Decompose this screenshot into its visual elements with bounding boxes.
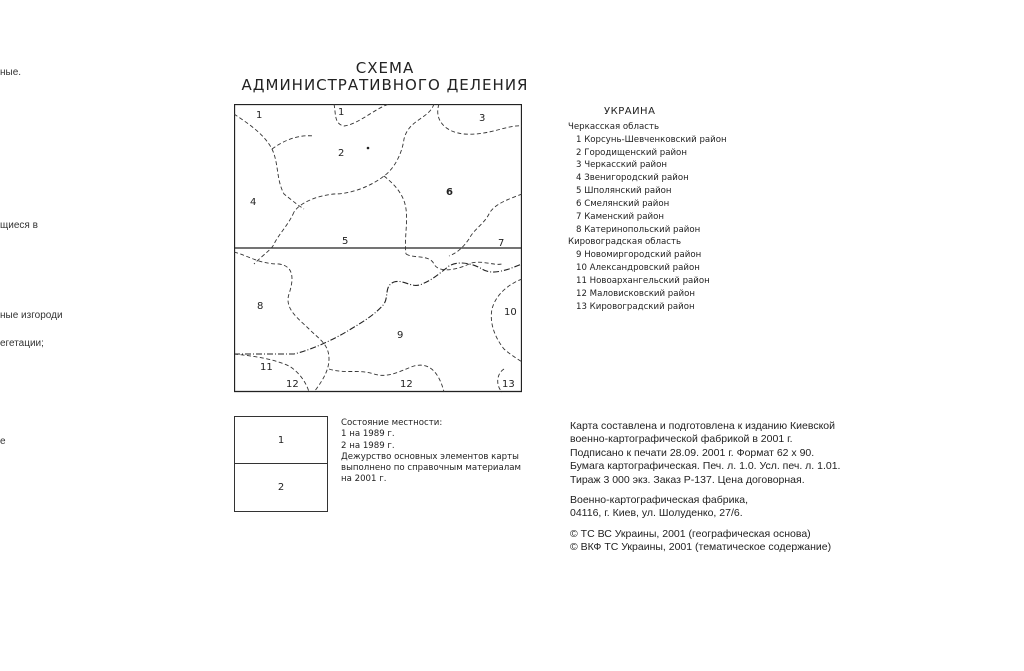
map-label-district-11: 11 (260, 362, 273, 373)
administrative-map (234, 104, 522, 394)
legend-oblast-cherkasy: Черкасская область (568, 121, 660, 132)
legend-item: 8 Катеринопольский район (576, 224, 701, 235)
legend-item: 9 Новомиргородский район (576, 250, 702, 261)
legend-item: 6 Смелянский район (576, 198, 670, 209)
boundary-2-6 (294, 104, 434, 212)
boundary-1-4 (234, 114, 304, 209)
map-label-district-10: 10 (504, 307, 517, 318)
legend-item: 12 Маловисковский район (576, 288, 695, 299)
terrain-state-line: 1 на 1989 г. (341, 429, 395, 440)
terrain-state-note-line: выполнено по справочным материалам (341, 463, 522, 474)
imprint-line: Подписано к печати 28.09. 2001 г. Формат 62 х 90. (570, 446, 815, 459)
boundary-1-2 (272, 136, 314, 149)
margin-fragment-1: ные. (0, 67, 22, 78)
map-label-district-9: 9 (397, 330, 404, 341)
scheme-title (200, 60, 570, 94)
legend-item: 2 Городищенский район (576, 147, 687, 158)
publisher-address-line: 04116, г. Киев, ул. Шолуденко, 27/6. (570, 507, 743, 520)
map-label-district-13: 13 (502, 379, 515, 390)
legend-item: 10 Александровский район (576, 263, 700, 274)
terrain-state-box-2: 2 (234, 463, 328, 512)
legend-item: 7 Каменский район (576, 211, 664, 222)
imprint-line: Карта составлена и подготовлена к изданию Киевской (570, 420, 835, 432)
terrain-state-line: 2 на 1989 г. (341, 440, 395, 451)
margin-fragment-2: щиеся в (0, 220, 38, 231)
boundary-9-north (406, 254, 502, 270)
settlement-dot (367, 147, 370, 150)
terrain-state-title: Состояние местности: (341, 418, 443, 428)
copyright-line: © ВКФ ТС Украины, 2001 (тематическое содержание) (570, 541, 832, 554)
map-label-district-8: 8 (257, 301, 264, 312)
imprint-block (570, 420, 840, 555)
map-label-district-7: 7 (498, 238, 505, 249)
boundary-6-7 (449, 194, 522, 256)
legend-oblast-kirovohrad: Кировоградская область (568, 237, 682, 248)
publisher-address-line: Военно-картографическая фабрика, (570, 494, 749, 507)
imprint-line: Тираж 3 000 экз. Заказ Р-137. Цена договорная. (570, 473, 805, 486)
boundary-8-9 (234, 252, 329, 392)
legend-item: 1 Корсунь-Шевченковский район (576, 134, 727, 145)
margin-fragment-4: егетации; (0, 338, 44, 349)
scheme-title-line1: СХЕМА (355, 59, 415, 77)
oblast-boundary (234, 263, 522, 354)
map-label-district-12a: 12 (286, 379, 299, 390)
imprint-line: Бумага картографическая. Печ. л. 1.0. Усл. печ. л. 1.01. (570, 460, 841, 473)
margin-fragment-3: ные изгороди (0, 310, 63, 321)
boundary-9-12 (329, 365, 444, 392)
legend-item: 3 Черкасский район (576, 160, 668, 171)
legend-item: 11 Новоархангельский район (576, 275, 710, 286)
terrain-state-note-line: Дежурство основных элементов карты (341, 451, 519, 462)
terrain-state-note-line: на 2001 г. (341, 474, 387, 485)
map-label-district-12b: 12 (400, 379, 413, 390)
map-label-district-5: 5 (342, 236, 349, 247)
margin-fragment-5: е (0, 436, 6, 447)
scheme-title-line2: АДМИНИСТРАТИВНОГО ДЕЛЕНИЯ (241, 76, 529, 94)
legend-item: 13 Кировоградский район (576, 301, 695, 312)
map-label-district-6: 6 (446, 187, 453, 198)
legend-item: 5 Шполянский район (576, 186, 672, 197)
boundary-10 (491, 279, 522, 362)
map-label-district-4: 4 (250, 197, 257, 208)
district-legend (568, 106, 727, 314)
boundary-5-6 (384, 176, 407, 254)
imprint-line: военно-картографической фабрикой в 2001 г. (570, 433, 793, 446)
map-label-district-3: 3 (479, 113, 486, 124)
terrain-state-notes (341, 418, 521, 486)
map-label-district-2: 2 (338, 148, 345, 159)
map-label-district-1a: 1 (256, 110, 263, 121)
legend-heading: УКРАИНА (604, 106, 656, 117)
terrain-state-box-1: 1 (234, 416, 328, 464)
boundary-4-5 (254, 212, 294, 264)
map-label-district-1b: 1 (338, 107, 345, 118)
copyright-line: © ТС ВС Украины, 2001 (географическая основа) (570, 527, 811, 540)
legend-item: 4 Звенигородский район (576, 173, 689, 184)
